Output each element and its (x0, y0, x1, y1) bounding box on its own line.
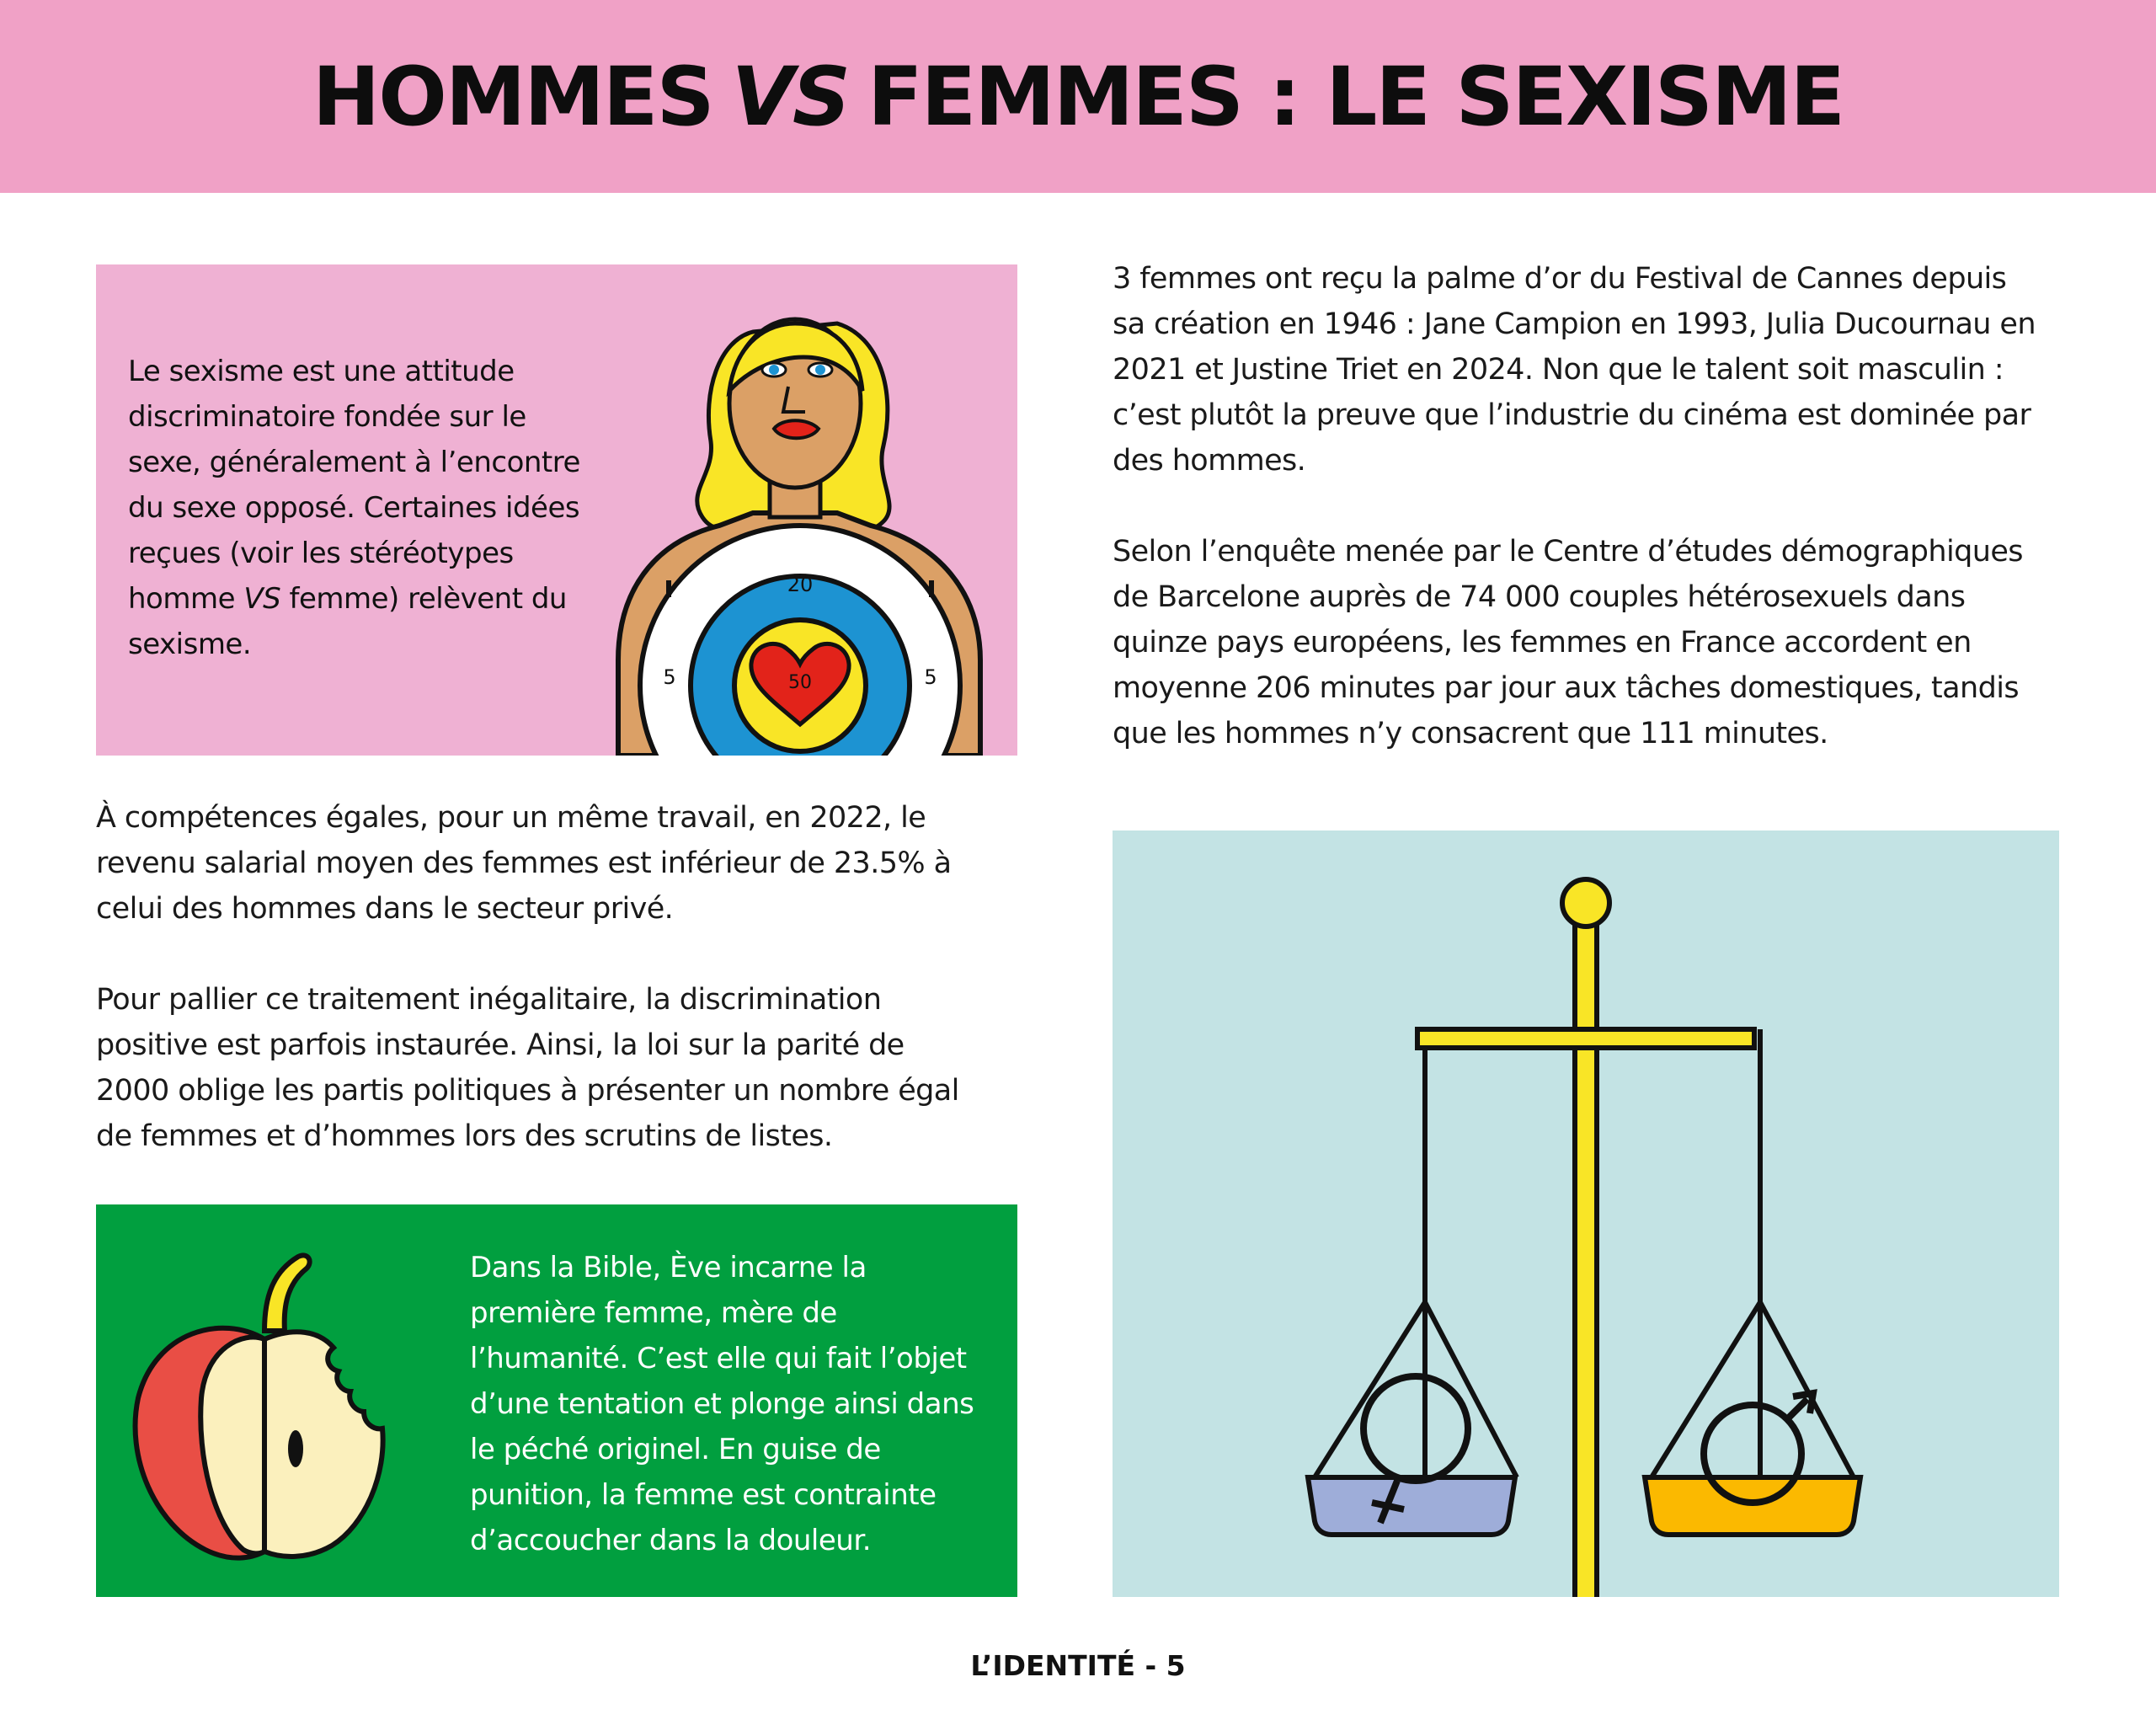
scale-of-justice-illustration (1113, 830, 2059, 1597)
page-header (0, 0, 2156, 193)
domestic-tasks-paragraph: Selon l’enquête menée par le Centre d’études démographiques de Barcelone auprès de 74 000 couples hétérosexuels dans quinze pays européens, les femmes en France accordent en moyenne 206 minutes par jour aux tâches domestiques, tandis que les hommes n’y consacrent que 111 minutes. (1113, 535, 2023, 750)
target-label-5-right: 5 (924, 665, 937, 689)
target-label-5-left: 5 (663, 665, 676, 689)
page-title (0, 0, 2156, 193)
definition-text-start: Le sexisme est une attitude discriminatoire fondée sur le sexe, généralement à l’encontre du sexe opposé. Certaines idées reçues (voir les stéréotypes homme (128, 355, 580, 616)
target-label-20: 20 (787, 573, 814, 596)
woman-target-illustration (96, 264, 1017, 756)
bitten-apple-icon (96, 1204, 433, 1597)
bible-eve-box (96, 1204, 1017, 1597)
parity-law-paragraph: Pour pallier ce traitement inégalitaire, la discrimination positive est parfois instaurée. Ainsi, la loi sur la parité de 2000 oblige les partis politiques à présenter un nombre égal de femmes et d’hommes lors des scrutins de listes. (96, 983, 959, 1153)
cannes-paragraph: 3 femmes ont reçu la palme d’or du Festival de Cannes depuis sa création en 1946 : Jane Campion en 1993, Julia Ducournau en 2021 et Justine Triet en 2024. Non que le talent soit masculin : c’est plutôt la preuve que l’industrie du cinéma est dominée par des hommes. (1113, 262, 2036, 478)
bible-eve-text: Dans la Bible, Ève incarne la première femme, mère de l’humanité. C’est elle qui fait l’objet d’une tentation et plonge ainsi dans le péché originel. En guise de punition, la femme est contrainte d’accoucher dans la douleur. (470, 1251, 974, 1557)
sexism-definition-box (96, 264, 1017, 756)
salary-gap-paragraph: À compétences égales, pour un même travail, en 2022, le revenu salarial moyen des femmes est inférieur de 23.5% à celui des hommes dans le secteur privé. (96, 801, 952, 926)
title-part-hommes: HOMMES (312, 49, 713, 144)
title-part-femmes: FEMMES : LE SEXISME (867, 49, 1844, 144)
page-footer: L’IDENTITÉ - 5 (970, 1649, 1186, 1682)
definition-text-end: femme) relèvent du sexisme. (128, 582, 567, 661)
gender-scale-box (1113, 830, 2059, 1597)
target-label-50: 50 (788, 672, 812, 693)
title-part-vs: VS (731, 49, 850, 144)
definition-text-vs: VS (243, 582, 281, 616)
